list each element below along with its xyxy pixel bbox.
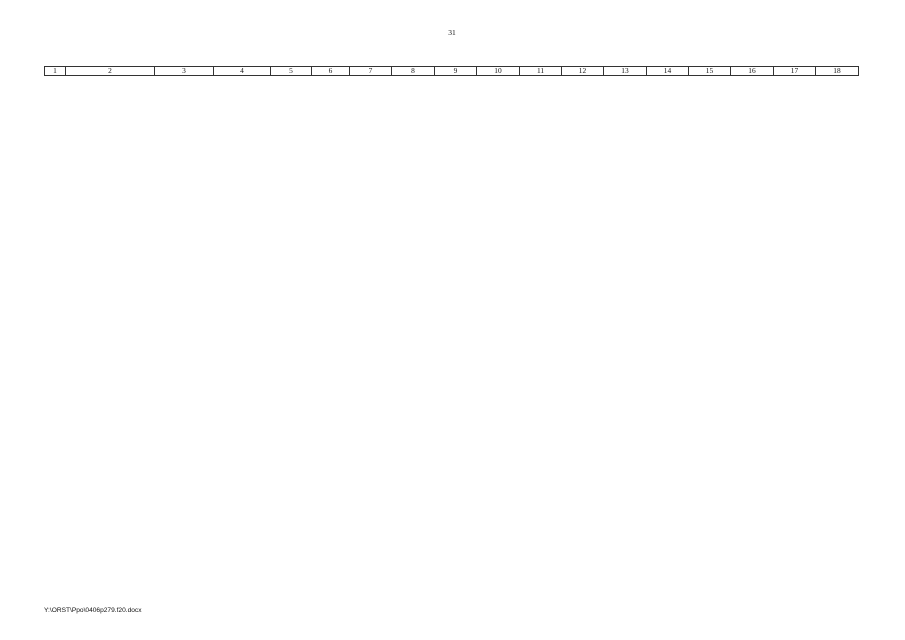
column-number-cell: 14: [647, 67, 689, 76]
column-number-cell: 10: [477, 67, 520, 76]
file-path-footer: Y:\ORST\Ppo\0406p279.f20.docx: [44, 607, 142, 614]
column-number-cell: 11: [520, 67, 562, 76]
column-number-cell: 13: [604, 67, 647, 76]
column-number-row: [45, 67, 859, 76]
column-number-cell: 8: [392, 67, 435, 76]
column-number-cell: 7: [350, 67, 392, 76]
column-number-cell: 12: [562, 67, 604, 76]
column-number-cell: 4: [214, 67, 271, 76]
column-number-cell: 6: [312, 67, 350, 76]
column-number-cell: 5: [271, 67, 312, 76]
program-table: [44, 66, 859, 76]
column-number-cell: 1: [45, 67, 66, 76]
column-number-cell: 17: [774, 67, 816, 76]
page-number: 31: [448, 28, 456, 37]
column-number-cell: 16: [731, 67, 774, 76]
column-number-cell: 18: [816, 67, 859, 76]
column-number-cell: 3: [155, 67, 214, 76]
column-number-cell: 2: [66, 67, 155, 76]
column-number-cell: 9: [435, 67, 477, 76]
column-number-cell: 15: [689, 67, 731, 76]
